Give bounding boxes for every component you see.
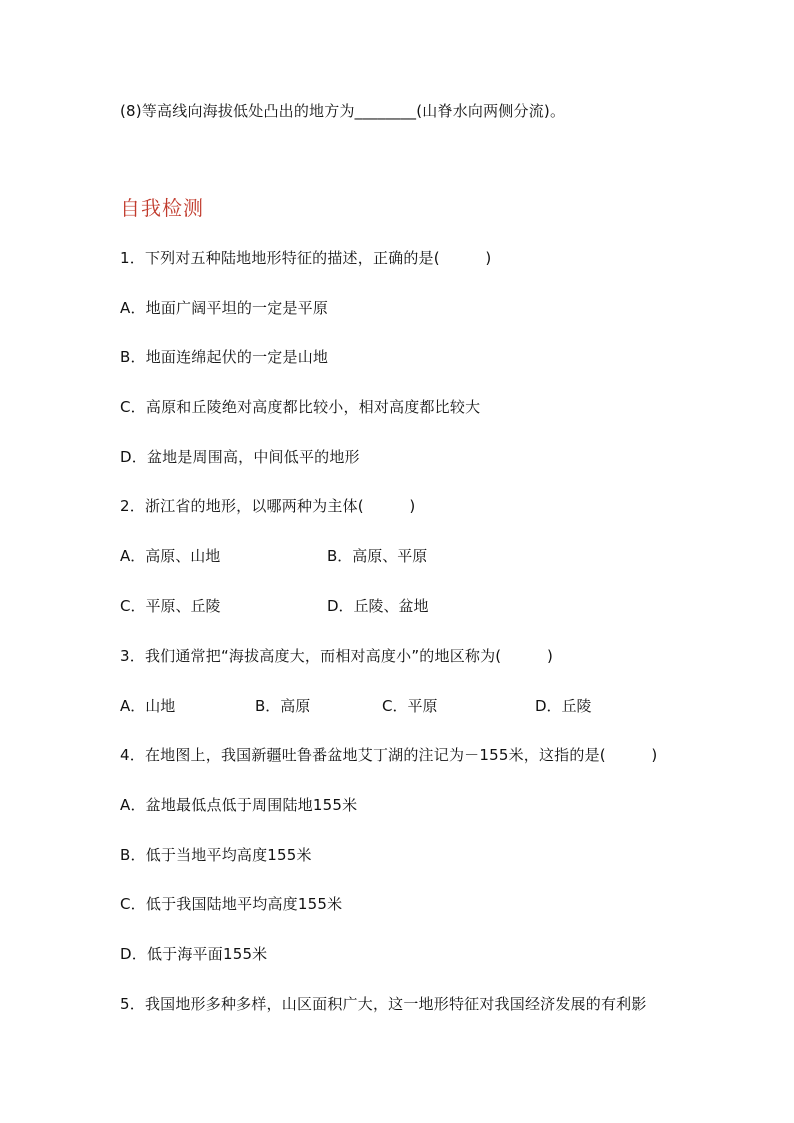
- question-2-stem: 2．浙江省的地形，以哪两种为主体( ): [120, 497, 416, 515]
- question-1-option-d: D．盆地是周围高，中间低平的地形: [120, 448, 360, 466]
- question-1-option-a: A．地面广阔平坦的一定是平原: [120, 299, 329, 317]
- question-1-stem: 1．下列对五种陆地地形特征的描述，正确的是( ): [120, 249, 492, 267]
- question-5-stem: 5．我国地形多种多样，山区面积广大，这一地形特征对我国经济发展的有利影: [120, 995, 647, 1013]
- question-2-option-b: B．高原、平原: [327, 547, 428, 565]
- question-2-option-a: A．高原、山地: [120, 547, 221, 565]
- question-3-option-b: B．高原: [255, 697, 311, 715]
- question-2-option-d: D．丘陵、盆地: [327, 597, 429, 615]
- question-1-option-c: C．高原和丘陵绝对高度都比较小，相对高度都比较大: [120, 398, 481, 416]
- intro-line: (8)等高线向海拔低处凸出的地方为________(山脊水向两侧分流)。: [120, 102, 566, 120]
- question-4-stem: 4．在地图上，我国新疆吐鲁番盆地艾丁湖的注记为－155米，这指的是( ): [120, 746, 658, 764]
- question-4-option-d: D．低于海平面155米: [120, 945, 268, 963]
- question-2-option-c: C．平原、丘陵: [120, 597, 221, 615]
- question-1-option-b: B．地面连绵起伏的一定是山地: [120, 348, 329, 366]
- question-4-option-b: B．低于当地平均高度155米: [120, 846, 312, 864]
- question-3-option-d: D．丘陵: [535, 697, 592, 715]
- question-3-stem: 3．我们通常把“海拔高度大，而相对高度小”的地区称为( ): [120, 647, 553, 665]
- question-3-option-a: A．山地: [120, 697, 176, 715]
- question-3-option-c: C．平原: [382, 697, 438, 715]
- section-title: 自我检测: [120, 196, 204, 220]
- question-4-option-a: A．盆地最低点低于周围陆地155米: [120, 796, 358, 814]
- question-4-option-c: C．低于我国陆地平均高度155米: [120, 895, 343, 913]
